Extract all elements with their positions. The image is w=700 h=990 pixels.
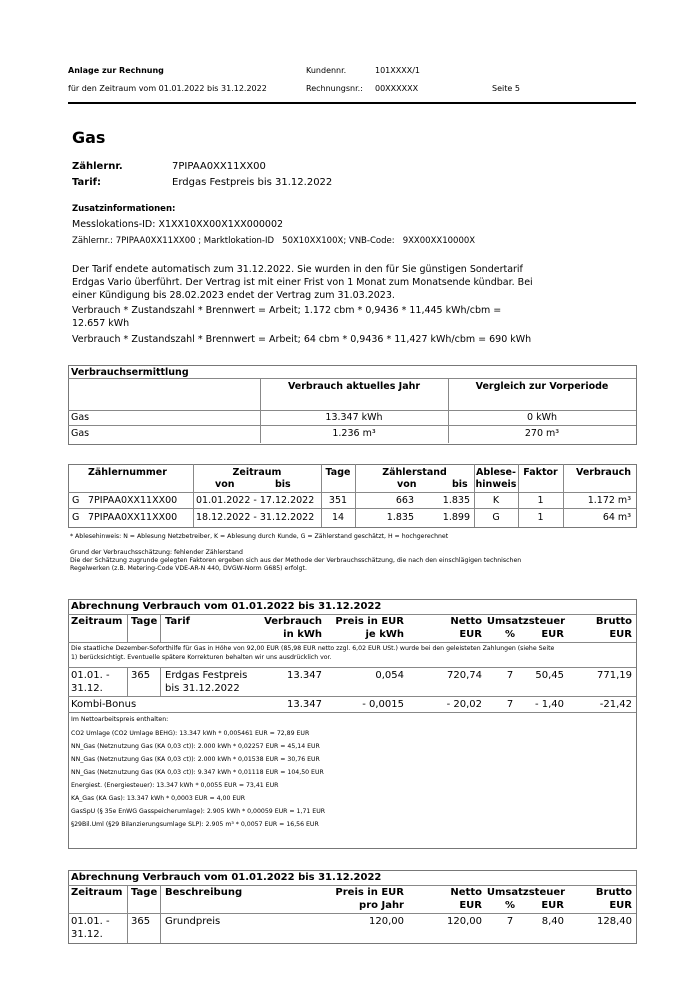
invoice-number-value: 00XXXXXX	[375, 84, 419, 93]
meter-col-reading-from: von	[397, 479, 417, 490]
billing-col-description: Beschreibung	[165, 887, 243, 898]
section-title: Gas	[72, 128, 106, 147]
info-text-line: Der Tarif endete automatisch zum 31.12.2022. Sie wurden in den für Sie günstigen Sondertarif	[72, 264, 523, 275]
consumption-row-label: Gas	[71, 428, 90, 439]
meter-row-days: 14	[331, 512, 345, 523]
billing-row-consumption: 13.347	[287, 699, 322, 710]
billing-col-vat-pct: %	[504, 900, 516, 911]
billing-row-gross: 771,19	[597, 670, 632, 681]
relief-note: 1) berücksichtigt. Eventuelle spätere Korrekturen behalten wir uns ausdrücklich vor.	[71, 654, 332, 661]
billing-col-gross-unit: EUR	[609, 900, 632, 911]
meter-row-type: G	[72, 512, 80, 523]
billing-row-vat-pct: 7	[506, 670, 514, 681]
meter-row-hint: K	[492, 495, 500, 506]
meter-col-reading-to: bis	[452, 479, 468, 490]
meter-number-label: Zählernr.	[72, 161, 123, 172]
estimation-reason: Grund der Verbrauchsschätzung: fehlender Zählerstand	[70, 549, 243, 556]
billing-row-net: 720,74	[447, 670, 482, 681]
reading-hint-note: * Ablesehinweis: N = Ablesung Netzbetreiber, K = Ablesung durch Kunde, G = Zählerstand geschätzt, H = hochgerechnet	[70, 533, 449, 540]
billing-col-price-unit: je kWh	[365, 629, 404, 640]
meter-col-period-to: bis	[275, 479, 291, 490]
billing-row-net: - 20,02	[446, 699, 482, 710]
billing-row-vat-eur: - 1,40	[534, 699, 564, 710]
billing-row-period: 01.01. -	[71, 670, 110, 681]
net-price-breakdown-line: NN_Gas (Netznutzung Gas (KA 0,03 ct)): 2.000 kWh * 0,02257 EUR = 45,14 EUR	[71, 743, 320, 750]
billing-row-days: 365	[131, 670, 151, 681]
billing-col-price: Preis in EUR	[335, 887, 404, 898]
billing-row-days: 365	[131, 916, 151, 927]
billing-col-price-unit: pro Jahr	[359, 900, 404, 911]
billing-row-vat-eur: 8,40	[541, 916, 564, 927]
net-price-breakdown-line: NN_Gas (Netznutzung Gas (KA 0,03 ct)): 2.000 kWh * 0,01538 EUR = 30,76 EUR	[71, 756, 320, 763]
billing-row-tariff-2: bis 31.12.2022	[165, 683, 240, 694]
meter-col-hint-2: hinweis	[475, 479, 517, 490]
header-period: für den Zeitraum vom 01.01.2022 bis 31.12.2022	[68, 84, 267, 93]
net-price-breakdown-line: CO2 Umlage (CO2 Umlage BEHG): 13.347 kWh * 0,005461 EUR = 72,89 EUR	[71, 730, 310, 737]
meter-col-factor: Faktor	[523, 467, 558, 478]
info-text-line: Erdgas Vario überführt. Der Vertrag ist mit einer Frist von 1 Monat zum Monatsende kündbar. Bei	[72, 277, 533, 288]
billing-row-price: 120,00	[369, 916, 404, 927]
consumption-row-current: 13.347 kWh	[325, 412, 383, 423]
estimation-note: Die der Schätzung zugrunde gelegten Faktoren ergeben sich aus der Methode der Verbrauchsschätzung, die nach den einschlägigen technischen	[70, 557, 522, 564]
meter-col-consumption: Verbrauch	[575, 467, 631, 478]
meter-row-period: 01.01.2022 - 17.12.2022	[196, 495, 315, 506]
billing-col-vat-pct: %	[504, 629, 516, 640]
meter-row-hint: G	[492, 512, 500, 523]
billing-row-price: 0,054	[375, 670, 404, 681]
meter-row-to: 1.899	[442, 512, 470, 523]
consumption-previous-header: Vergleich zur Vorperiode	[475, 381, 609, 392]
billing-col-vat-eur: EUR	[541, 900, 564, 911]
billing-row-description: Grundpreis	[165, 916, 221, 927]
meter-col-hint: Ablese-	[476, 467, 516, 478]
market-location-line	[72, 236, 475, 246]
billing-col-net-unit: EUR	[459, 900, 482, 911]
customer-number-value: 101XXXX/1	[375, 66, 420, 75]
metering-location-id: Messlokations-ID: X1XX10XX00X1XX000002	[72, 219, 284, 230]
billing-col-price: Preis in EUR	[335, 616, 404, 627]
meter-col-reading: Zählerstand	[382, 467, 447, 478]
billing-col-net-unit: EUR	[459, 629, 482, 640]
additional-info-title: Zusatzinformationen:	[72, 204, 176, 214]
net-price-breakdown-line: NN_Gas (Netznutzung Gas (KA 0,03 ct)): 9.347 kWh * 0,01118 EUR = 104,50 EUR	[71, 769, 324, 776]
meter-row-from: 1.835	[386, 512, 414, 523]
billing-col-vat-eur: EUR	[541, 629, 564, 640]
consumption-row-current: 1.236 m³	[332, 428, 376, 439]
billing-row-period-end: 31.12.	[71, 683, 103, 694]
market-location-part3: 9XX00XX10000X	[402, 236, 476, 246]
estimation-note: Regelwerken (z.B. Metering-Code VDE-AR-N 440, DVGW-Norm G685) erfolgt.	[70, 565, 307, 572]
calculation-line: Verbrauch * Zustandszahl * Brennwert = Arbeit; 1.172 cbm * 0,9436 * 11,445 kWh/cbm =	[72, 305, 502, 316]
meter-row-consumption: 1.172 m³	[587, 495, 631, 506]
consumption-row-previous: 0 kWh	[527, 412, 557, 423]
market-location-part2: 50X10XX100X; VNB-Code:	[282, 236, 395, 246]
net-price-breakdown-line: GasSpU (§ 35e EnWG Gasspeicherumlage): 2.905 kWh * 0,00059 EUR = 1,71 EUR	[71, 808, 326, 815]
meter-row-consumption: 64 m³	[602, 512, 631, 523]
calculation-line: 12.657 kWh	[72, 318, 130, 329]
billing-col-vat: Umsatzsteuer	[486, 616, 566, 627]
billing-col-days: Tage	[131, 616, 158, 627]
page-number: Seite 5	[492, 84, 520, 93]
billing-row-period: 01.01. -	[71, 916, 110, 927]
meter-row-days: 351	[328, 495, 348, 506]
invoice-number-label: Rechnungsnr.:	[306, 84, 363, 93]
meter-col-period: Zeitraum	[232, 467, 282, 478]
customer-number-label: Kundennr.	[306, 66, 347, 75]
billing-col-consumption: Verbrauch	[264, 616, 322, 627]
billing-col-gross: Brutto	[595, 616, 632, 627]
billing-row-period-end: 31.12.	[71, 929, 103, 940]
billing-row-net: 120,00	[447, 916, 482, 927]
meter-row-number: 7PIPAA0XX11XX00	[88, 495, 178, 506]
meter-row-to: 1.835	[442, 495, 470, 506]
billing-col-period: Zeitraum	[71, 887, 123, 898]
billing-row-price: - 0,0015	[362, 699, 404, 710]
billing-row-gross: 128,40	[597, 916, 632, 927]
net-price-breakdown-line: §29Bil.Uml (§29 Bilanzierungsumlage SLP): 2.905 m³ * 0,0057 EUR = 16,56 EUR	[71, 821, 319, 828]
billing-title: Abrechnung Verbrauch vom 01.01.2022 bis 31.12.2022	[71, 872, 382, 883]
meter-row-factor: 1	[537, 512, 544, 523]
billing-col-days: Tage	[131, 887, 158, 898]
meter-number-value: 7PIPAA0XX11XX00	[172, 161, 266, 172]
meter-row-from: 663	[395, 495, 414, 506]
billing-row-tariff: Erdgas Festpreis	[165, 670, 248, 681]
relief-note: Die staatliche Dezember-Soforthilfe für Gas in Höhe von 92,00 EUR (85,98 EUR netto zzgl. 6,02 EUR USt.) wurde bei den geleisteten Zahlungen (siehe Seite	[71, 645, 555, 652]
billing-row-consumption: 13.347	[287, 670, 322, 681]
billing-col-net: Netto	[450, 616, 482, 627]
net-price-breakdown-line: Energiest. (Energiesteuer): 13.347 kWh * 0,0055 EUR = 73,41 EUR	[71, 782, 279, 789]
meter-col-days: Tage	[325, 467, 351, 478]
billing-col-tariff: Tarif	[165, 616, 190, 627]
consumption-row-label: Gas	[71, 412, 90, 423]
meter-row-type: G	[72, 495, 80, 506]
info-text-line: einer Kündigung bis 28.02.2023 endet der Vertrag zum 31.03.2023.	[72, 290, 395, 301]
billing-col-period: Zeitraum	[71, 616, 123, 627]
consumption-title: Verbrauchsermittlung	[71, 367, 189, 378]
meter-col-number: Zählernummer	[88, 467, 167, 478]
meter-row-period: 18.12.2022 - 31.12.2022	[196, 512, 315, 523]
tariff-label: Tarif:	[72, 177, 101, 188]
billing-col-net: Netto	[450, 887, 482, 898]
consumption-row-previous: 270 m³	[524, 428, 560, 439]
calculation-line: Verbrauch * Zustandszahl * Brennwert = Arbeit; 64 cbm * 0,9436 * 11,427 kWh/cbm = 690 kWh	[72, 334, 532, 345]
meter-row-number: 7PIPAA0XX11XX00	[88, 512, 178, 523]
net-price-breakdown-title: Im Nettoarbeitspreis enthalten:	[71, 716, 169, 723]
billing-col-vat: Umsatzsteuer	[486, 887, 566, 898]
billing-row-vat-eur: 50,45	[535, 670, 564, 681]
billing-title: Abrechnung Verbrauch vom 01.01.2022 bis 31.12.2022	[71, 601, 382, 612]
billing-col-gross-unit: EUR	[609, 629, 632, 640]
billing-row-vat-pct: 7	[506, 916, 514, 927]
tariff-value: Erdgas Festpreis bis 31.12.2022	[172, 177, 333, 188]
billing-col-gross: Brutto	[595, 887, 632, 898]
billing-row-bonus: Kombi-Bonus	[71, 699, 137, 710]
billing-row-gross: -21,42	[599, 699, 632, 710]
header-divider	[68, 102, 636, 104]
net-price-breakdown-line: KA_Gas (KA Gas): 13.347 kWh * 0,0003 EUR = 4,00 EUR	[71, 795, 246, 802]
header-title: Anlage zur Rechnung	[68, 66, 164, 75]
market-location-part1: Zählernr.: 7PIPAA0XX11XX00 ; Marktlokation-ID	[72, 236, 275, 246]
billing-row-vat-pct: 7	[506, 699, 514, 710]
billing-col-consumption-unit: in kWh	[283, 629, 322, 640]
meter-row-factor: 1	[537, 495, 544, 506]
consumption-current-header: Verbrauch aktuelles Jahr	[287, 381, 421, 392]
meter-col-period-from: von	[215, 479, 235, 490]
